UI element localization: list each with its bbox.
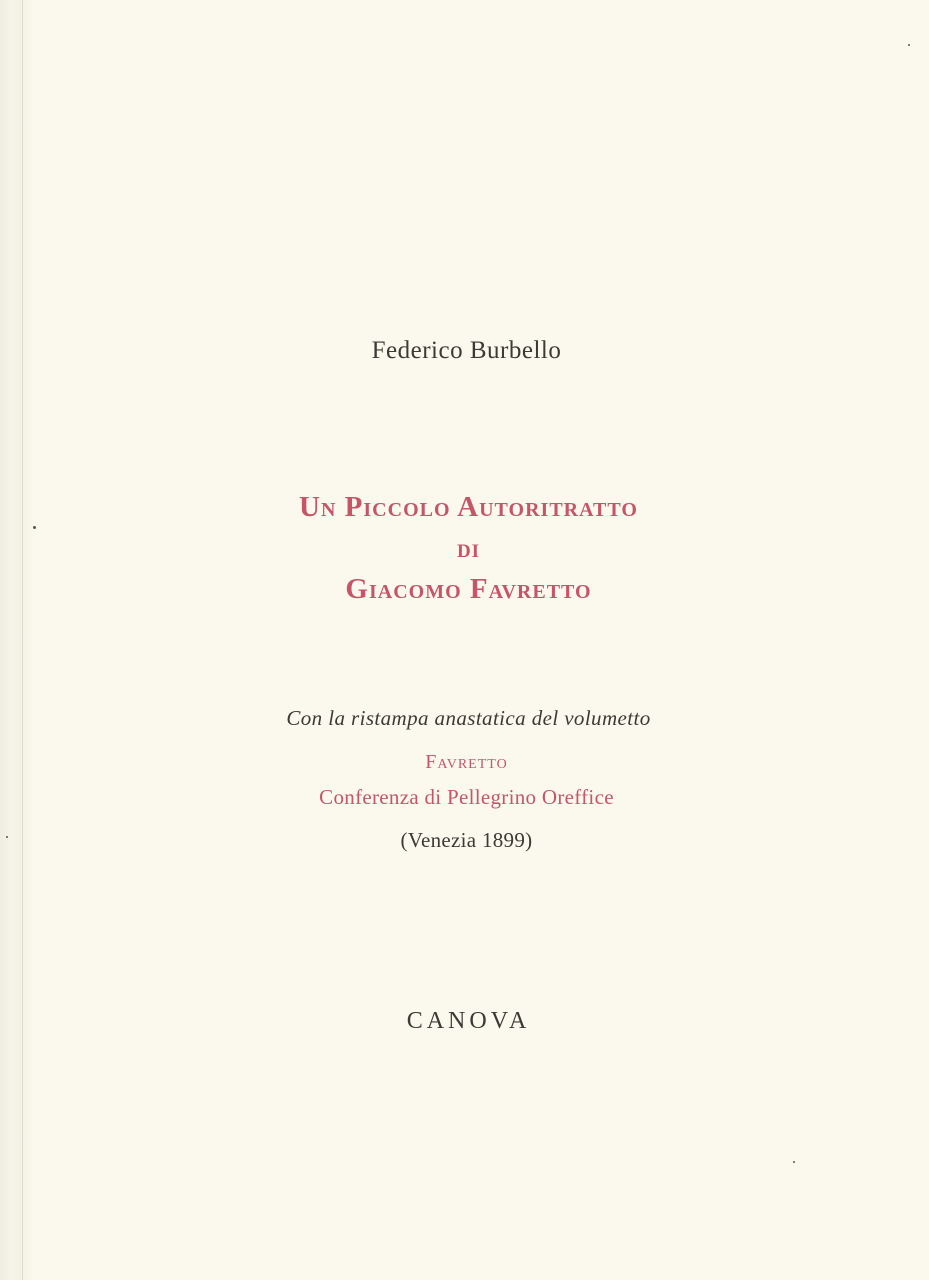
publisher-name: CANOVA bbox=[406, 1008, 531, 1034]
paper-speck bbox=[33, 526, 36, 529]
title-line-1: Un Piccolo Autoritratto bbox=[299, 491, 638, 523]
reprint-place-year: (Venezia 1899) bbox=[400, 828, 533, 852]
title-line-3: Giacomo Favretto bbox=[345, 573, 592, 605]
reprint-title: Favretto bbox=[425, 751, 508, 773]
title-line-2: di bbox=[456, 533, 481, 563]
paper-speck bbox=[6, 836, 8, 838]
author-name: Federico Burbello bbox=[371, 337, 562, 364]
paper-speck bbox=[793, 1161, 795, 1163]
reprint-description: Conferenza di Pellegrino Oreffice bbox=[319, 785, 614, 809]
spine-edge bbox=[0, 0, 34, 1280]
paper-speck bbox=[908, 44, 910, 46]
spine-crease bbox=[22, 0, 23, 1280]
subtitle: Con la ristampa anastatica del volumetto bbox=[286, 706, 651, 730]
